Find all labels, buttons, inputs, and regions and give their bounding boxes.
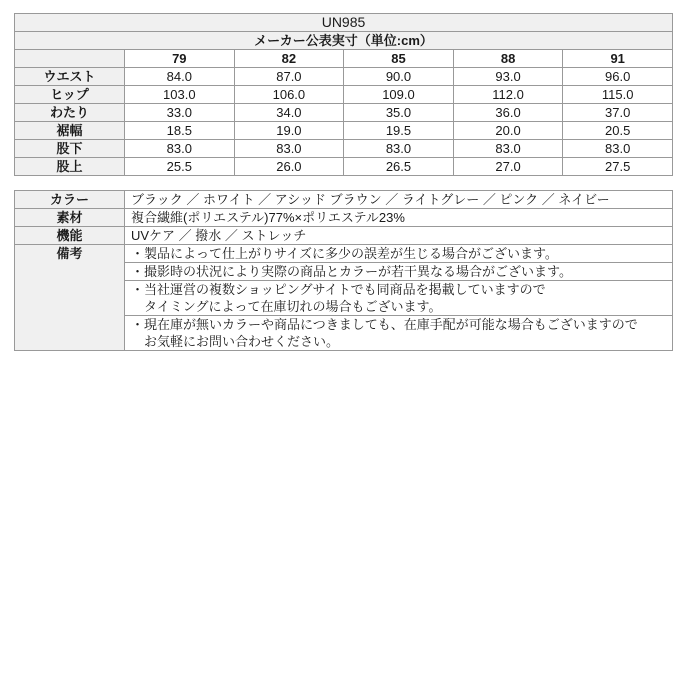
table-title-row: [15, 14, 673, 32]
spec-value-function: UVケア ／ 撥水 ／ ストレッチ: [125, 227, 673, 245]
measurement-value: 33.0: [125, 104, 235, 122]
table-row: [15, 158, 673, 176]
measurement-value: 96.0: [563, 68, 673, 86]
table-subtitle: メーカー公表実寸（単位:cm）: [15, 32, 673, 50]
measurement-label: 股下: [15, 140, 125, 158]
measurement-value: 20.0: [453, 122, 563, 140]
measurement-value: 90.0: [344, 68, 454, 86]
measurement-value: 27.0: [453, 158, 563, 176]
measurement-value: 112.0: [453, 86, 563, 104]
measurement-value: 93.0: [453, 68, 563, 86]
measurement-value: 109.0: [344, 86, 454, 104]
measurement-value: 83.0: [563, 140, 673, 158]
table-row: [15, 140, 673, 158]
spec-value-color: ブラック ／ ホワイト ／ アシッド ブラウン ／ ライトグレー ／ ピンク ／ ネイビー: [125, 191, 673, 209]
measurement-value: 83.0: [344, 140, 454, 158]
table-row: [15, 191, 673, 209]
measurement-value: 83.0: [453, 140, 563, 158]
measurement-value: 35.0: [344, 104, 454, 122]
measurement-value: 34.0: [234, 104, 344, 122]
size-header-row: [15, 50, 673, 68]
size-column-header: 88: [453, 50, 563, 68]
measurement-label: ウエスト: [15, 68, 125, 86]
table-row: [15, 245, 673, 263]
size-column-header: 82: [234, 50, 344, 68]
measurement-value: 83.0: [125, 140, 235, 158]
spec-value-material: 複合繊維(ポリエステル)77%×ポリエステル23%: [125, 209, 673, 227]
measurement-value: 84.0: [125, 68, 235, 86]
measurement-value: 20.5: [563, 122, 673, 140]
size-column-header: 79: [125, 50, 235, 68]
measurement-value: 26.0: [234, 158, 344, 176]
measurement-label: 股上: [15, 158, 125, 176]
measurement-value: 19.0: [234, 122, 344, 140]
size-column-header: 91: [563, 50, 673, 68]
note-line: ・現在庫が無いカラーや商品につきましても、在庫手配が可能な場合もございますので: [131, 317, 638, 332]
note-line: ・製品によって仕上がりサイズに多少の誤差が生じる場合がございます。: [131, 246, 558, 261]
measurement-value: 37.0: [563, 104, 673, 122]
table-row: [15, 104, 673, 122]
measurement-value: 25.5: [125, 158, 235, 176]
spec-label-color: カラー: [15, 191, 125, 209]
corner-cell: [15, 50, 125, 68]
size-table: [14, 13, 673, 176]
note-item: [125, 245, 673, 263]
spec-label-function: 機能: [15, 227, 125, 245]
measurement-value: 19.5: [344, 122, 454, 140]
note-line: タイミングによって在庫切れの場合もございます。: [144, 299, 442, 314]
measurement-value: 36.0: [453, 104, 563, 122]
size-column-header: 85: [344, 50, 454, 68]
spec-table: [14, 190, 673, 351]
table-subtitle-row: [15, 32, 673, 50]
note-line: お気軽にお問い合わせください。: [144, 334, 340, 349]
spec-label-notes: 備考: [15, 245, 125, 351]
note-item: [125, 316, 673, 351]
note-line: ・撮影時の状況により実際の商品とカラーが若干異なる場合がございます。: [131, 264, 572, 279]
measurement-value: 87.0: [234, 68, 344, 86]
table-row: [15, 86, 673, 104]
table-row: [15, 227, 673, 245]
measurement-label: ヒップ: [15, 86, 125, 104]
measurement-label: 裾幅: [15, 122, 125, 140]
measurement-value: 115.0: [563, 86, 673, 104]
measurement-value: 103.0: [125, 86, 235, 104]
measurement-label: わたり: [15, 104, 125, 122]
measurement-value: 26.5: [344, 158, 454, 176]
note-item: [125, 263, 673, 281]
table-row: [15, 209, 673, 227]
measurement-value: 106.0: [234, 86, 344, 104]
spec-label-material: 素材: [15, 209, 125, 227]
measurement-value: 27.5: [563, 158, 673, 176]
product-code: UN985: [15, 14, 673, 32]
measurement-value: 83.0: [234, 140, 344, 158]
measurement-value: 18.5: [125, 122, 235, 140]
table-row: [15, 68, 673, 86]
note-item: [125, 281, 673, 316]
note-line: ・当社運営の複数ショッピングサイトでも同商品を掲載していますので: [131, 282, 546, 297]
table-row: [15, 122, 673, 140]
